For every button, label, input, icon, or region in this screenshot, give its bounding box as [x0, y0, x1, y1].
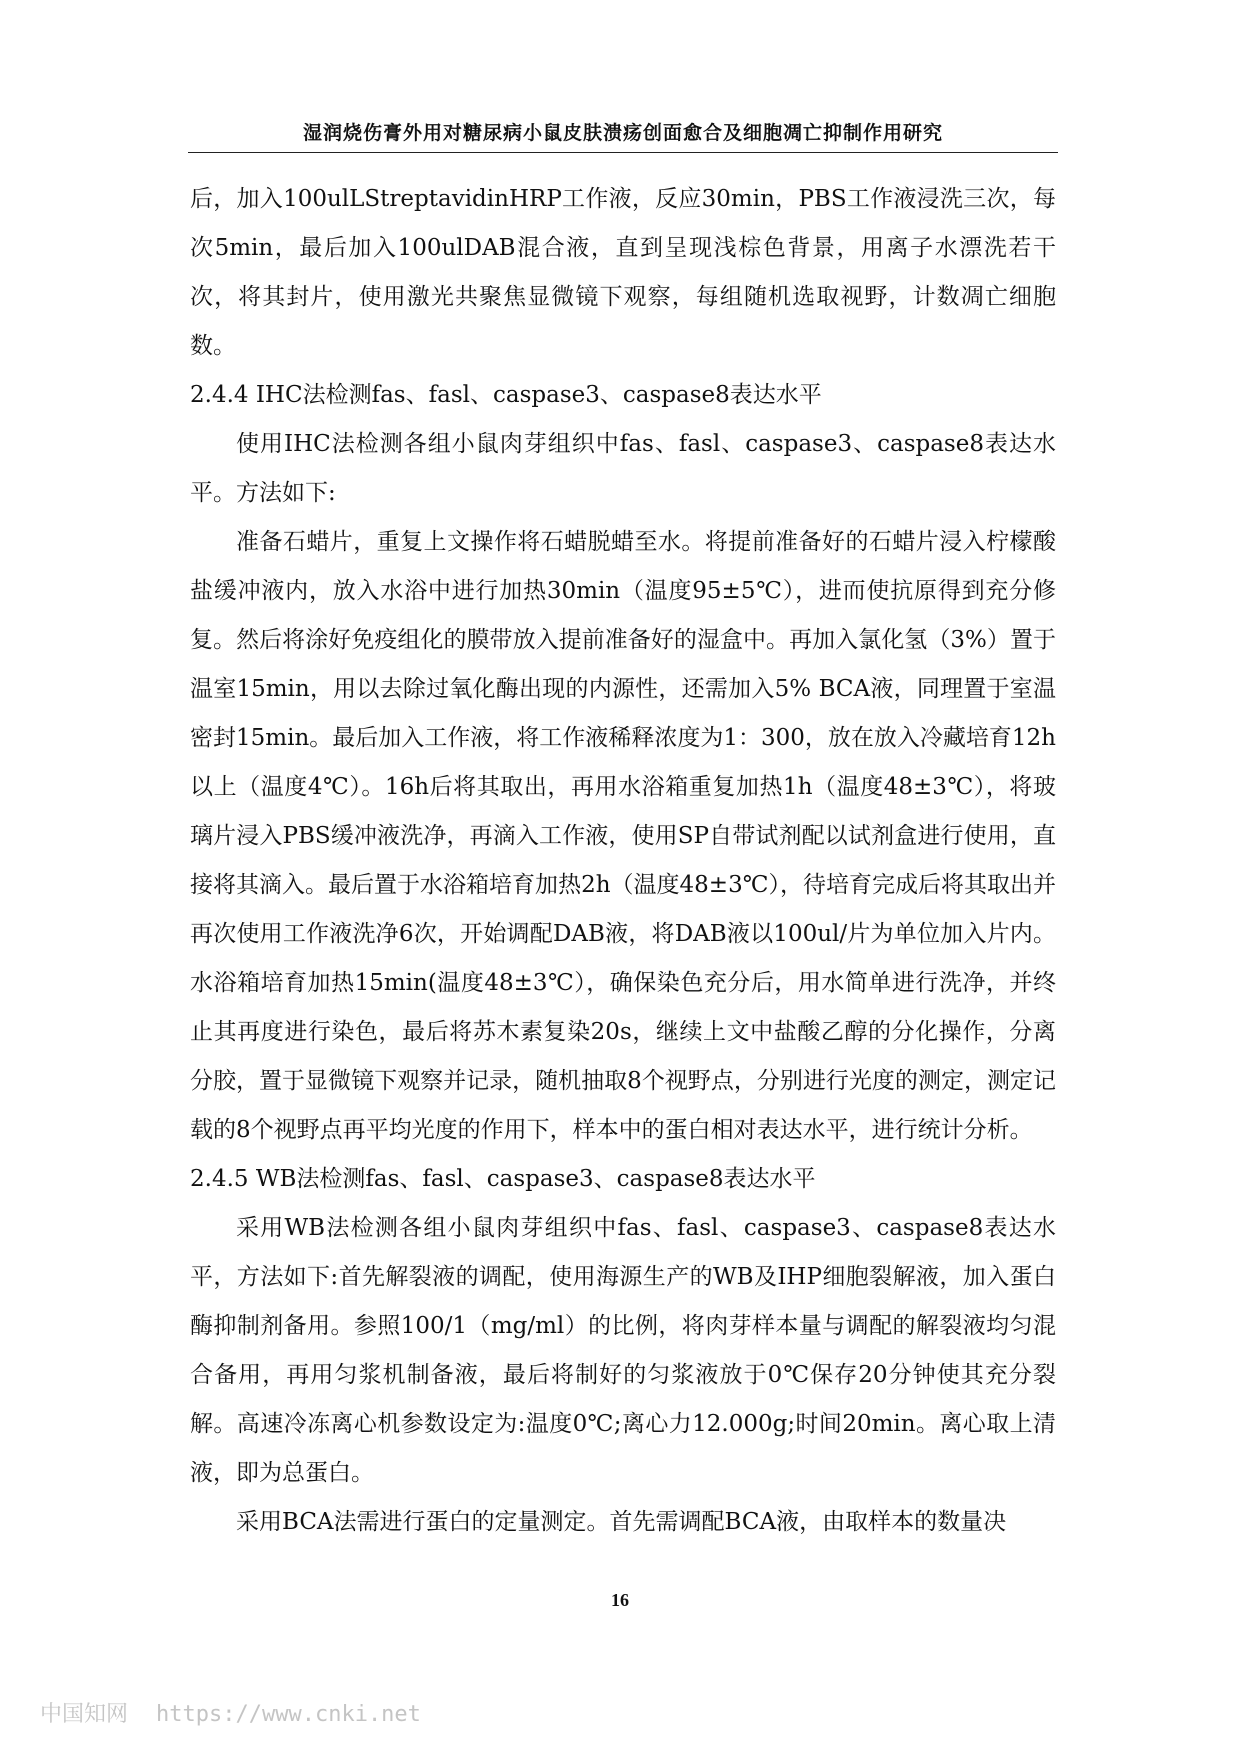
watermark-site-name: 中国知网: [40, 1702, 129, 1727]
page-number: 16: [611, 1590, 629, 1610]
section-heading-2-4-5: 2.4.5 WB法检测fas、fasl、caspase3、caspase8表达水平: [190, 1166, 816, 1192]
paragraph-continuation: 后，加入100ulLStreptavidinHRP工作液，反应30min，PBS工作液浸洗三次，每次5min，最后加入100ulDAB混合液，直到呈现浅棕色背景，用离子水漂洗若干次，将其封片，使用激光共聚焦显微镜下观察，每组随机选取视野，计数凋亡细胞数。: [190, 186, 1056, 359]
paragraph-wb-method: 采用WB法检测各组小鼠肉芽组织中fas、fasl、caspase3、caspase8表达水平，方法如下:首先解裂液的调配，使用海源生产的WB及IHP细胞裂解液，加入蛋白酶抑制剂备用。参照100/1（mg/ml）的比例，将肉芽样本量与调配的解裂液均匀混合备用，再用匀浆机制备液，最后将制好的匀浆液放于0℃保存20分钟使其充分裂解。高速冷冻离心机参数设定为:温度0℃;离心力12.000g;时间20min。离心取上清液，即为总蛋白。: [190, 1215, 1056, 1486]
header-divider: [188, 152, 1058, 153]
page-body: [190, 175, 1056, 1547]
watermark: [40, 1697, 421, 1728]
paragraph-bca: 采用BCA法需进行蛋白的定量测定。首先需调配BCA液，由取样本的数量决: [236, 1509, 1007, 1535]
running-header: 湿润烧伤膏外用对糖尿病小鼠皮肤溃疡创面愈合及细胞凋亡抑制作用研究: [302, 122, 943, 144]
section-heading-2-4-4: 2.4.4 IHC法检测fas、fasl、caspase3、caspase8表达水平: [190, 382, 822, 408]
watermark-url: https://www.cnki.net: [156, 1702, 421, 1727]
paragraph-ihc-method: 准备石蜡片，重复上文操作将石蜡脱蜡至水。将提前准备好的石蜡片浸入柠檬酸盐缓冲液内，放入水浴中进行加热30min（温度95±5℃），进而使抗原得到充分修复。然后将涂好免疫组化的膜带放入提前准备好的湿盒中。再加入氯化氢（3%）置于温室15min，用以去除过氧化酶出现的内源性，还需加入5% BCA液，同理置于室温密封15min。最后加入工作液，将工作液稀释浓度为1：300，放在放入冷藏培育12h以上（温度4℃）。16h后将其取出，再用水浴箱重复加热1h（温度48±3℃），将玻璃片浸入PBS缓冲液洗净，再滴入工作液，使用SP自带试剂配以试剂盒进行使用，直接将其滴入。最后置于水浴箱培育加热2h（温度48±3℃），待培育完成后将其取出并再次使用工作液洗净6次，开始调配DAB液，将DAB液以100ul/片为单位加入片内。水浴箱培育加热15min(温度48±3℃），确保染色充分后，用水简单进行洗净，并终止其再度进行染色，最后将苏木素复染20s，继续上文中盐酸乙醇的分化操作，分离分胶，置于显微镜下观察并记录，随机抽取8个视野点，分别进行光度的测定，测定记载的8个视野点再平均光度的作用下，样本中的蛋白相对表达水平，进行统计分析。: [190, 529, 1056, 1143]
paragraph-ihc-intro: 使用IHC法检测各组小鼠肉芽组织中fas、fasl、caspase3、caspase8表达水平。方法如下:: [190, 431, 1056, 506]
